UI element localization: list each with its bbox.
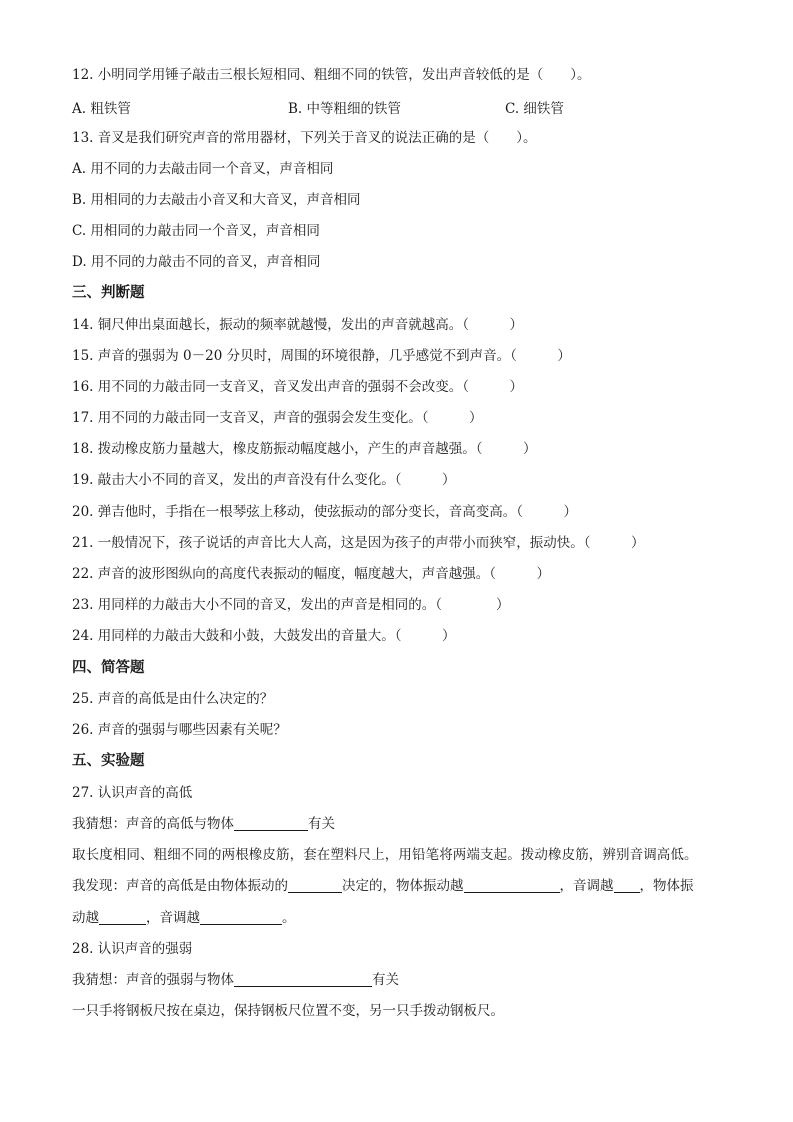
guess-suffix: 有关 bbox=[372, 972, 399, 988]
section-3-heading: 三、判断题 bbox=[72, 285, 145, 301]
finding-text: 。 bbox=[282, 910, 296, 926]
finding-text: 动越 bbox=[72, 910, 99, 926]
experiment-28-procedure: 一只手将钢板尺按在桌边，保持钢板尺位置不变，另一只手拨动钢板尺。 bbox=[72, 1003, 504, 1019]
fill-blank[interactable] bbox=[234, 816, 308, 831]
fill-blank[interactable] bbox=[464, 878, 560, 893]
q12-option-a: A. 粗铁管 bbox=[72, 101, 131, 117]
experiment-27-finding-line2 bbox=[72, 909, 296, 927]
finding-text: ，音调越 bbox=[146, 910, 200, 926]
fill-blank[interactable] bbox=[200, 910, 282, 925]
section-4-heading: 四、简答题 bbox=[72, 660, 145, 676]
finding-text: ，音调越 bbox=[559, 878, 614, 894]
judgement-item-20: 20. 弹吉他时，手指在一根琴弦上移动，使弦振动的部分变长，音高变高。（ ） bbox=[72, 504, 578, 520]
experiment-28-title: 28. 认识声音的强弱 bbox=[72, 941, 193, 957]
fill-blank[interactable] bbox=[614, 878, 640, 893]
judgement-item-24: 24. 用同样的力敲击大鼓和小鼓，大鼓发出的音量大。（ ） bbox=[72, 628, 456, 644]
judgement-item-15: 15. 声音的强弱为 0－20 分贝时，周围的环境很静，几乎感觉不到声音。（ ） bbox=[72, 348, 571, 364]
judgement-item-21: 21. 一般情况下，孩子说话的声音比大人高，这是因为孩子的声带小而狭窄，振动快。（ ） bbox=[72, 535, 645, 551]
guess-prefix: 我猜想：声音的高低与物体 bbox=[72, 816, 234, 832]
q13-option-d: D. 用不同的力敲击不同的音叉，声音相同 bbox=[72, 254, 321, 270]
finding-text: 决定的，物体振动越 bbox=[342, 878, 464, 894]
fill-blank[interactable] bbox=[234, 972, 372, 987]
experiment-28-guess bbox=[72, 971, 399, 989]
q13-option-c: C. 用相同的力敲击同一个音叉，声音相同 bbox=[72, 223, 320, 239]
short-answer-26: 26. 声音的强弱与哪些因素有关呢？ bbox=[72, 722, 287, 738]
guess-suffix: 有关 bbox=[308, 816, 335, 832]
finding-text: 我发现：声音的高低是由物体振动的 bbox=[72, 878, 288, 894]
judgement-item-18: 18. 拨动橡皮筋力量越大，橡皮筋振动幅度越小，产生的声音越强。（ ） bbox=[72, 441, 537, 457]
fill-blank[interactable] bbox=[99, 910, 146, 925]
q13-option-a: A. 用不同的力去敲击同一个音叉，声音相同 bbox=[72, 161, 334, 177]
q13-option-b: B. 用相同的力去敲击小音叉和大音叉，声音相同 bbox=[72, 192, 361, 208]
judgement-item-17: 17. 用不同的力敲击同一支音叉，声音的强弱会发生变化。（ ） bbox=[72, 410, 483, 426]
q12-option-b: B. 中等粗细的铁管 bbox=[288, 101, 402, 117]
judgement-item-19: 19. 敲击大小不同的音叉，发出的声音没有什么变化。（ ） bbox=[72, 472, 456, 488]
short-answer-25: 25. 声音的高低是由什么决定的？ bbox=[72, 691, 274, 707]
judgement-item-22: 22. 声音的波形图纵向的高度代表振动的幅度，幅度越大，声音越强。（ ） bbox=[72, 566, 551, 582]
finding-text: ，物体振 bbox=[639, 878, 694, 894]
section-5-heading: 五、实验题 bbox=[72, 753, 145, 769]
q12-option-c: C. 细铁管 bbox=[505, 101, 564, 117]
fill-blank[interactable] bbox=[288, 878, 342, 893]
question-13-stem: 13. 音叉是我们研究声音的常用器材，下列关于音叉的说法正确的是（ ）。 bbox=[72, 130, 537, 146]
experiment-27-title: 27. 认识声音的高低 bbox=[72, 785, 193, 801]
experiment-27-guess bbox=[72, 815, 335, 833]
experiment-27-finding-line1 bbox=[72, 877, 694, 895]
question-12-stem: 12. 小明同学用锤子敲击三根长短相同、粗细不同的铁管，发出声音较低的是（ ）。 bbox=[72, 67, 591, 83]
judgement-item-23: 23. 用同样的力敲击大小不同的音叉，发出的声音是相同的。（ ） bbox=[72, 597, 510, 613]
experiment-27-procedure: 取长度相同、粗细不同的两根橡皮筋，套在塑料尺上，用铅笔将两端支起。拨动橡皮筋，辨别音调高低。 bbox=[72, 847, 698, 863]
judgement-item-14: 14. 铜尺伸出桌面越长，振动的频率就越慢，发出的声音就越高。（ ） bbox=[72, 317, 524, 333]
guess-prefix: 我猜想：声音的强弱与物体 bbox=[72, 972, 234, 988]
judgement-item-16: 16. 用不同的力敲击同一支音叉，音叉发出声音的强弱不会改变。（ ） bbox=[72, 379, 524, 395]
